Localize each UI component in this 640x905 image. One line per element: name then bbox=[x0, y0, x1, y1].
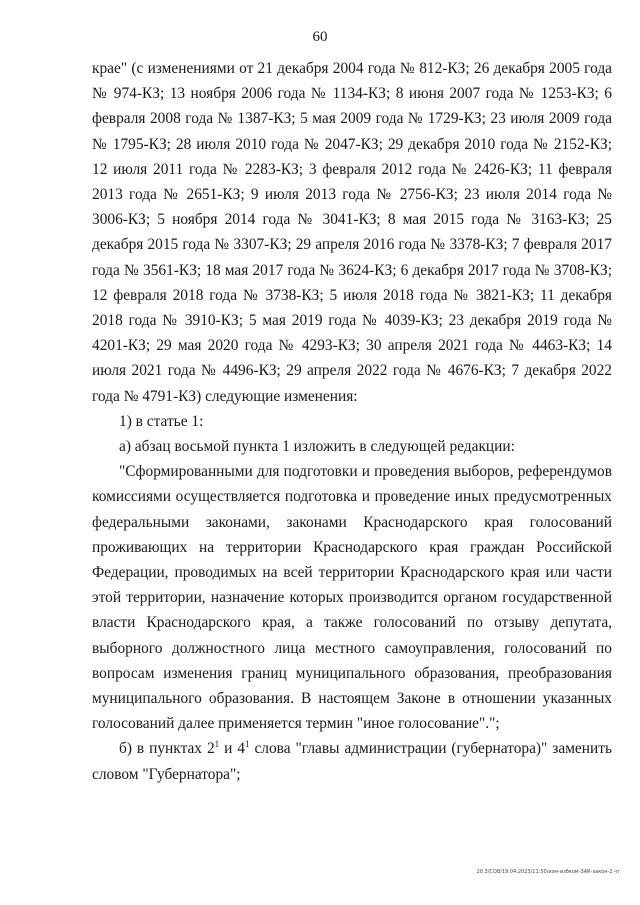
item-1b-prefix: б) в пунктах 2 bbox=[119, 740, 215, 758]
item-1b-superscript-1: 1 bbox=[214, 739, 220, 750]
item-1b-suffix: слова "главы администрации (губернатора)" заменить словом "Губернатора"; bbox=[92, 740, 612, 783]
new-wording-paragraph: "Сформированными для подготовки и проведения выборов, референдумов комиссиями осуществляется подготовка и проведение иных предусмотренных федеральными законами, законами Краснодарского края голосований проживающих на территории Краснодарского края граждан Российской Федерации, проводимых на всей территории Краснодарского края или части этой территории, назначение которых производится органом государственной власти Краснодарского края, а также голосований по отзыву депутата, выборного должностного лица местного самоуправления, голосований по вопросам изменения границ муниципального образования, преобразования муниципального образования. В настоящем Законе в отношении указанных голосований далее применяется термин "иное голосование"."; bbox=[92, 463, 612, 733]
item-1a-paragraph: а) абзац восьмой пункта 1 изложить в следующей редакции: bbox=[119, 438, 515, 456]
item-1b-mid: и 4 bbox=[219, 740, 245, 758]
amendments-list-paragraph: крае" (с изменениями от 21 декабря 2004 года № 812-КЗ; 26 декабря 2005 года № 974-КЗ; 13 ноября 2006 года № 1134-КЗ; 8 июня 2007 года № 1253-КЗ; 6 февраля 2008 года № 1387-КЗ; 5 мая 2009 года № 1729-КЗ; 23 июля 2009 года № 1795-КЗ; 28 июля 2010 года № 2047-КЗ; 29 декабря 2010 года № 2152-КЗ; 12 июля 2011 года № 2283-КЗ; 3 февраля 2012 года № 2426-КЗ; 11 февраля 2013 года № 2651-КЗ; 9 июля 2013 года № 2756-КЗ; 23 июля 2014 года № 3006-КЗ; 5 ноября 2014 года № 3041-КЗ; 8 мая 2015 года № 3163-КЗ; 25 декабря 2015 года № 3307-КЗ; 29 апреля 2016 года № 3378-КЗ; 7 февраля 2017 года № 3561-КЗ; 18 мая 2017 года № 3624-КЗ; 6 декабря 2017 года № 3708-КЗ; 12 февраля 2018 года № 3738-КЗ; 5 июля 2018 года № 3821-КЗ; 11 декабря 2018 года № 3910-КЗ; 5 мая 2019 года № 4039-КЗ; 23 декабря 2019 года № 4201-КЗ; 29 мая 2020 года № 4293-КЗ; 30 апреля 2021 года № 4463-КЗ; 14 июля 2021 года № 4496-КЗ; 29 апреля 2022 года № 4676-КЗ; 7 декабря 2022 года № 4791-КЗ) следующие изменения: bbox=[92, 60, 612, 405]
document-body bbox=[92, 56, 612, 787]
item-1-paragraph: 1) в статье 1: bbox=[119, 412, 204, 430]
page-number: 60 bbox=[312, 29, 328, 45]
item-1b-paragraph bbox=[92, 736, 612, 786]
item-1b-superscript-2: 1 bbox=[245, 739, 250, 750]
footer-document-code: 20.3/СОВ/19.04.2023/11:50/изм-избком-ЗАК-закон-2 чт bbox=[476, 869, 620, 875]
